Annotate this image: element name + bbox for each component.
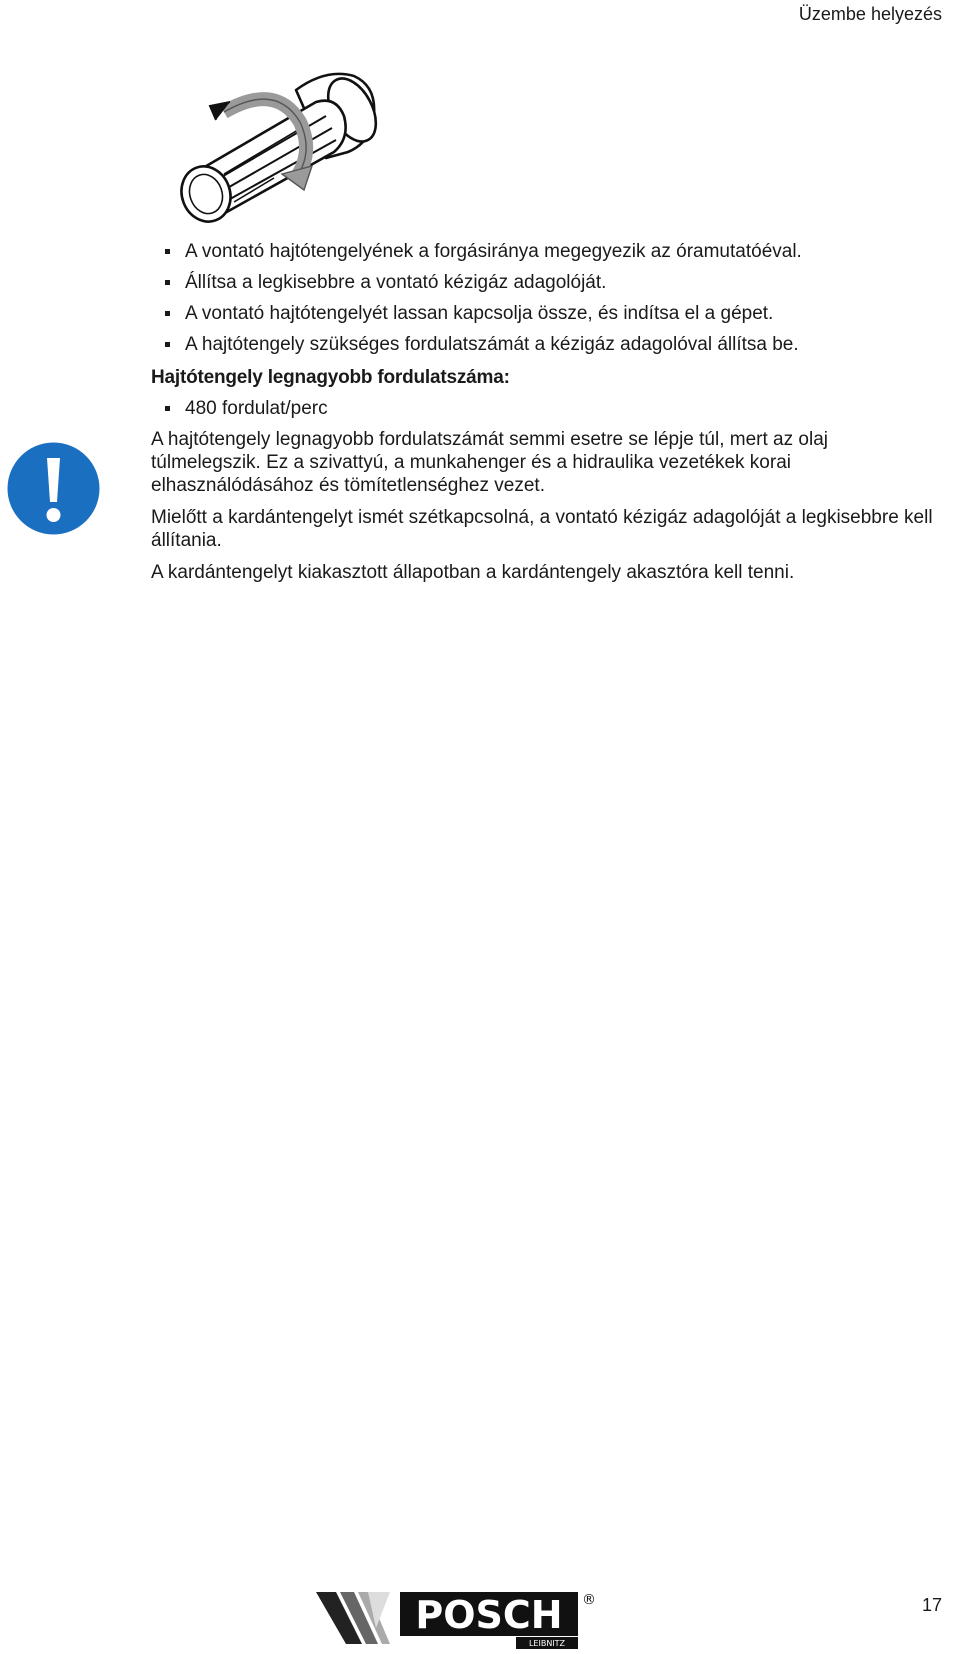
main-content	[151, 240, 941, 593]
speed-list	[151, 397, 941, 428]
list-item: A hajtótengely szükséges fordulatszámát a kézigáz adagolóval állítsa be.	[151, 333, 941, 364]
exclamation-icon	[5, 440, 102, 537]
paragraph-decouple: Mielőtt a kardántengelyt ismét szétkapcsolná, a vontató kézigáz adagolóját a legkisebbre kell állítania.	[151, 507, 933, 551]
instruction-list	[151, 240, 941, 364]
logo-subtext: LEIBNITZ	[528, 1639, 566, 1648]
list-item: A vontató hajtótengelyének a forgásiránya megegyezik az óramutatóéval.	[151, 240, 941, 271]
list-item: Állítsa a legkisebbre a vontató kézigáz adagolóját.	[151, 271, 941, 302]
pto-shaft-illustration	[176, 62, 406, 232]
list-item: 480 fordulat/perc	[151, 397, 941, 428]
registered-mark: ®	[582, 1592, 596, 1608]
page-header-title: Üzembe helyezés	[798, 4, 942, 24]
list-item: A vontató hajtótengelyét lassan kapcsolja össze, és indítsa el a gépet.	[151, 302, 941, 333]
warning-text: A hajtótengely legnagyobb fordulatszámát semmi esetre se lépje túl, mert az olaj túlmelegszik. Ez a szivattyú, a munkahenger és a hidraulika vezetékek korai elhasználódásához és tömítetlenséghez vezet.	[151, 429, 828, 496]
page-number: 17	[921, 1595, 942, 1615]
logo-wordmark: POSCH	[415, 1593, 563, 1637]
section-heading: Hajtótengely legnagyobb fordulatszáma:	[151, 367, 510, 388]
posch-logo	[316, 1590, 626, 1650]
paragraph-hanger: A kardántengelyt kiakasztott állapotban a kardántengely akasztóra kell tenni.	[151, 562, 795, 583]
